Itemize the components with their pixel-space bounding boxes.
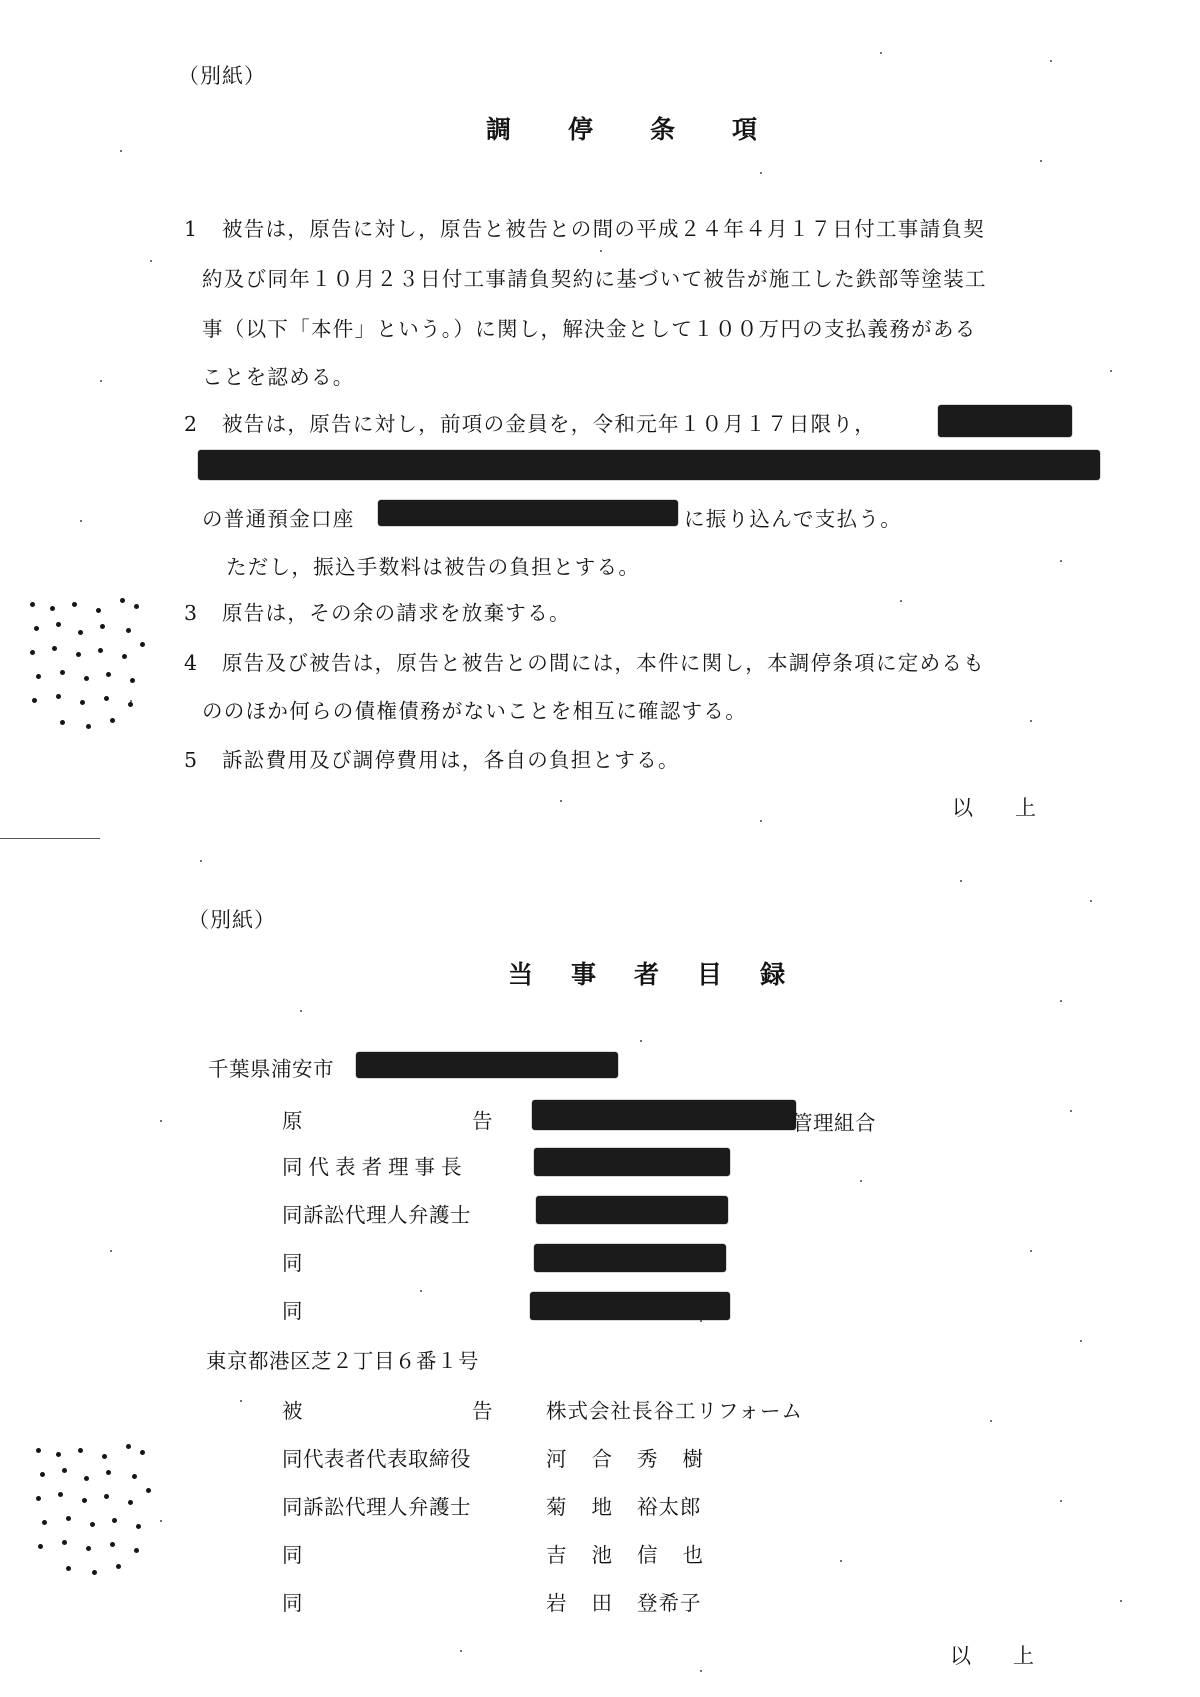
end-mark-2: 以 上 <box>950 1644 1034 1668</box>
scan-dot <box>80 700 85 705</box>
representative-name: 河 合 秀 樹 <box>546 1447 704 1471</box>
role-plaintiff: 原 <box>282 1109 303 1133</box>
scan-dot <box>126 1444 131 1449</box>
scan-dot <box>104 696 109 701</box>
title-char: 停 <box>568 115 594 144</box>
scan-dot <box>96 608 101 613</box>
scan-dot <box>84 1476 89 1481</box>
scan-dot <box>92 1570 97 1575</box>
defendant-name: 株式会社長谷工リフォーム <box>546 1399 803 1423</box>
scan-dot <box>120 598 125 603</box>
role-representative: 同代表者理事長 <box>282 1155 468 1179</box>
attorney-name: 岩 田 登希子 <box>546 1591 702 1615</box>
defendant-address: 東京都港区芝２丁目６番１号 <box>206 1349 479 1373</box>
clause-1-line-1: 1 被告は，原告に対し，原告と被告との間の平成２４年４月１７日付工事請負契 <box>184 217 985 241</box>
scan-speck <box>760 820 762 822</box>
role-attorney: 同訴訟代理人弁護士 <box>282 1203 471 1227</box>
scan-dot <box>86 1546 91 1551</box>
clause-2-line-3b: に振り込んで支払う。 <box>684 507 902 531</box>
attorney-name: 吉 池 信 也 <box>546 1543 704 1567</box>
scan-speck <box>600 250 602 252</box>
scan-dot <box>78 630 83 635</box>
scan-speck <box>1090 900 1092 902</box>
scan-dot <box>36 674 41 679</box>
scan-speck <box>1050 60 1052 62</box>
scan-dot <box>102 1454 107 1459</box>
title-char: 者 <box>634 960 660 989</box>
scan-dot <box>36 1496 41 1501</box>
scan-speck <box>300 1010 302 1012</box>
scan-speck <box>760 172 762 174</box>
scan-speck <box>560 800 562 802</box>
scan-speck <box>840 1560 842 1562</box>
scan-dot <box>36 1448 41 1453</box>
scan-dot <box>42 1520 47 1525</box>
scan-speck <box>1030 1250 1032 1252</box>
scan-speck <box>1060 560 1062 562</box>
role-attorney: 同 <box>282 1299 303 1323</box>
scan-speck <box>960 880 962 882</box>
scan-dot <box>62 1540 67 1545</box>
scan-dot <box>128 1500 133 1505</box>
clause-number: 1 <box>184 217 199 241</box>
scan-dot <box>128 702 133 707</box>
scan-speck <box>1110 370 1112 372</box>
scan-speck <box>1060 1000 1062 1002</box>
scan-speck <box>1040 160 1042 162</box>
scan-speck <box>460 1650 462 1652</box>
title-char: 項 <box>732 115 758 144</box>
clause-4-line-2: ののほか何らの債権債務がないことを相互に確認する。 <box>202 699 747 723</box>
scan-speck <box>150 260 152 262</box>
role-plaintiff-2: 告 <box>472 1109 493 1133</box>
scan-dot <box>132 1474 137 1479</box>
scan-dot <box>98 648 103 653</box>
role-attorney: 同 <box>282 1251 303 1275</box>
scan-dot <box>78 1448 83 1453</box>
scan-dot <box>66 1566 71 1571</box>
scan-speck <box>160 1120 162 1122</box>
redaction-bar <box>532 1100 796 1130</box>
clause-number: 4 <box>184 651 199 675</box>
scan-dot <box>130 678 135 683</box>
redaction-bar <box>534 1244 726 1272</box>
scan-dot <box>52 646 57 651</box>
scan-dot <box>66 1516 71 1521</box>
scan-dot <box>90 1522 95 1527</box>
scan-dot <box>134 1548 139 1553</box>
scan-speck <box>1120 1600 1122 1602</box>
role-defendant-2: 告 <box>472 1399 493 1423</box>
scan-dot <box>58 1492 63 1497</box>
scan-speck <box>240 1400 242 1402</box>
scan-line <box>0 838 100 839</box>
scan-speck <box>1070 1110 1072 1112</box>
scan-speck <box>1060 1500 1062 1502</box>
scan-dot <box>60 670 65 675</box>
title-char: 条 <box>650 115 676 144</box>
scan-dot <box>100 624 105 629</box>
scan-dot <box>76 652 81 657</box>
scan-dot <box>34 626 39 631</box>
scan-speck <box>990 1420 992 1422</box>
attachment-label-2: （別紙） <box>188 908 276 932</box>
title-party-list <box>508 955 785 991</box>
plaintiff-address: 千葉県浦安市 <box>208 1057 334 1081</box>
scan-dot <box>62 1468 67 1473</box>
scan-speck <box>200 860 202 862</box>
scan-speck <box>640 1040 642 1042</box>
scan-speck <box>860 1180 862 1182</box>
clause-2-line-4: ただし，振込手数料は被告の負担とする。 <box>226 555 641 579</box>
redaction-bar <box>378 500 678 526</box>
title-char: 事 <box>571 960 597 989</box>
scan-dot <box>60 720 65 725</box>
scan-dot <box>84 676 89 681</box>
scan-speck <box>880 52 882 54</box>
scan-speck <box>900 600 902 602</box>
scan-dot <box>134 604 139 609</box>
clause-2-line-3a: の普通預金口座 <box>202 507 355 531</box>
clause-3-line-1: 3 原告は，その余の請求を放棄する。 <box>184 601 571 625</box>
scan-dot <box>32 698 37 703</box>
scan-dot <box>72 602 77 607</box>
clause-2-line-1: 2 被告は，原告に対し，前項の金員を，令和元年１０月１７日限り， <box>184 412 876 436</box>
scan-speck <box>100 380 102 382</box>
redaction-bar <box>530 1292 730 1320</box>
scan-dot <box>38 1544 43 1549</box>
redaction-bar <box>536 1196 728 1224</box>
scan-speck <box>160 1520 162 1522</box>
scan-dot <box>30 602 35 607</box>
scan-dot <box>30 650 35 655</box>
role-attorney: 同 <box>282 1591 303 1615</box>
end-mark-1: 以 上 <box>952 796 1036 820</box>
scan-speck <box>120 150 122 152</box>
scan-dot <box>40 1472 45 1477</box>
scan-dot <box>56 622 61 627</box>
title-char: 当 <box>508 960 534 989</box>
scan-speck <box>1080 1340 1082 1342</box>
scan-dot <box>140 642 145 647</box>
scan-dot <box>110 1542 115 1547</box>
attachment-label-1: （別紙） <box>178 64 266 88</box>
redaction-bar <box>938 405 1072 437</box>
scan-dot <box>126 628 131 633</box>
title-char: 目 <box>697 960 723 989</box>
scan-dot <box>56 694 61 699</box>
clause-number: 5 <box>184 748 199 772</box>
role-defendant: 被 <box>282 1399 303 1423</box>
scan-speck <box>420 1290 422 1292</box>
clause-1-line-3: 事（以下「本件」という。）に関し，解決金として１００万円の支払義務がある <box>202 317 977 341</box>
scan-dot <box>136 1524 141 1529</box>
scan-dot <box>110 718 115 723</box>
scan-dot <box>82 1498 87 1503</box>
clause-number: 3 <box>184 601 199 625</box>
clause-4-line-1: 4 原告及び被告は，原告と被告との間には，本件に関し，本調停条項に定めるも <box>184 651 985 675</box>
clause-number: 2 <box>184 412 199 436</box>
role-representative-director: 同代表者代表取締役 <box>282 1447 471 1471</box>
redaction-bar <box>198 450 1100 480</box>
clause-1-line-2: 約及び同年１０月２３日付工事請負契約に基づいて被告が施工した鉄部等塗装工 <box>202 267 987 291</box>
scan-dot <box>50 606 55 611</box>
scan-dot <box>112 1518 117 1523</box>
scan-dot <box>140 1450 145 1455</box>
attorney-name: 菊 地 裕太郎 <box>546 1495 702 1519</box>
title-settlement-terms <box>486 110 757 146</box>
scan-speck <box>1030 720 1032 722</box>
scan-dot <box>116 1564 121 1569</box>
scan-speck <box>130 700 132 702</box>
scan-dot <box>122 654 127 659</box>
scan-speck <box>80 520 82 522</box>
scan-dot <box>86 724 91 729</box>
scan-speck <box>700 1320 702 1322</box>
redaction-bar <box>356 1052 618 1078</box>
scan-speck <box>700 1670 702 1672</box>
clause-5-line-1: 5 訴訟費用及び調停費用は，各自の負担とする。 <box>184 748 680 772</box>
scan-dot <box>56 1452 61 1457</box>
plaintiff-name-suffix: 管理組合 <box>792 1111 876 1135</box>
scan-dot <box>104 1494 109 1499</box>
scan-speck <box>110 1250 112 1252</box>
role-attorney: 同訴訟代理人弁護士 <box>282 1495 471 1519</box>
role-attorney: 同 <box>282 1543 303 1567</box>
redaction-bar <box>534 1148 730 1176</box>
scan-dot <box>146 1488 151 1493</box>
scan-dot <box>106 672 111 677</box>
clause-1-line-4: ことを認める。 <box>202 365 355 389</box>
title-char: 録 <box>760 960 786 989</box>
title-char: 調 <box>486 115 512 144</box>
scan-dot <box>106 1470 111 1475</box>
